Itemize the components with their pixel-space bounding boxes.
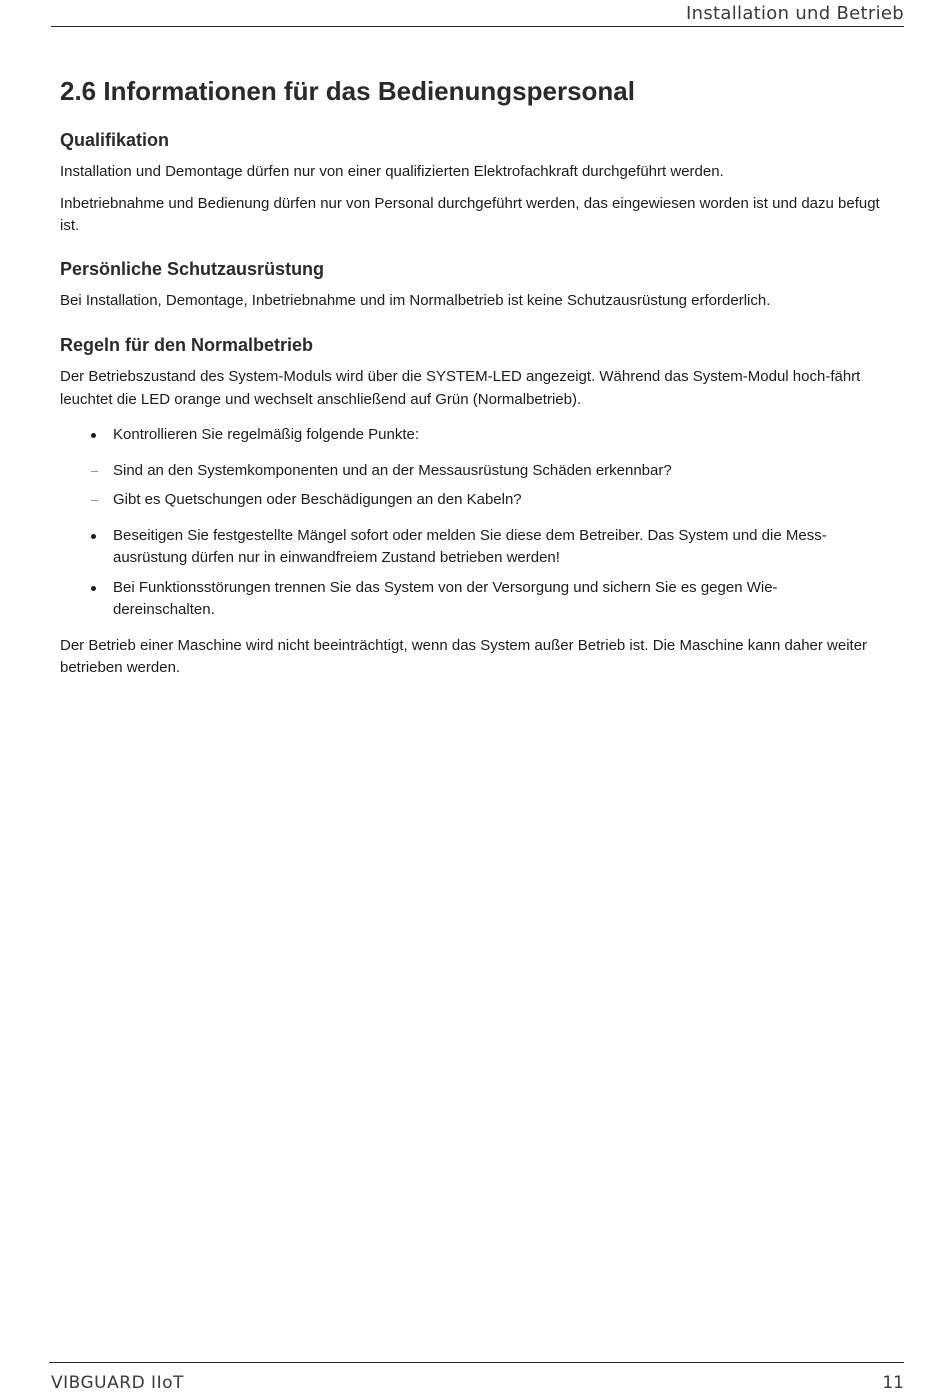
list-item <box>60 577 900 622</box>
list-item <box>60 489 900 512</box>
list-item-text: Sind an den Systemkomponenten und an der Messausrüstung Schäden erkennbar? <box>113 461 672 479</box>
bullet-icon <box>91 586 96 591</box>
bullet-icon <box>91 433 96 438</box>
list-item-text: Beseitigen Sie festgestellte Mängel sofort oder melden Sie diese dem Betreiber. Das System und die Mess-ausrüstung dürfen nur in einwandfreiem Zustand betrieben werden! <box>113 526 827 566</box>
section-title: 2.6 Informationen für das Bedienungspersonal <box>60 76 635 106</box>
list-item-text: Gibt es Quetschungen oder Beschädigungen an den Kabeln? <box>113 491 522 508</box>
page-content <box>60 72 900 680</box>
footer-divider <box>49 1362 904 1363</box>
paragraph-schutzausruestung: Bei Installation, Demontage, Inbetriebnahme und im Normalbetrieb ist keine Schutzausrüstung erforderlich. <box>60 291 771 309</box>
bullet-icon <box>91 534 96 539</box>
dash-icon: – <box>91 492 99 507</box>
list-item-text: Kontrollieren Sie regelmäßig folgende Punkte: <box>113 426 420 443</box>
paragraph-betrieb: Der Betrieb einer Maschine wird nicht beeinträchtigt, wenn das System außer Betrieb ist. Die Maschine kann daher weiter betrieben werden. <box>60 636 868 676</box>
heading-qualifikation: Qualifikation <box>60 130 170 150</box>
paragraph-qualifikation-1: Installation und Demontage dürfen nur von einer qualifizierten Elektrofachkraft durchgeführt werden. <box>60 163 724 180</box>
list-item-text: Bei Funktionsstörungen trennen Sie das System von der Versorgung und sichern Sie es gegen Wie-dereinschalten. <box>113 578 778 618</box>
footer-product-name: VIBGUARD IIoT <box>51 1373 184 1393</box>
heading-schutzausruestung: Persönliche Schutzausrüstung <box>60 258 325 279</box>
header-title: Installation und Betrieb <box>686 3 904 24</box>
dash-icon: – <box>91 462 99 478</box>
paragraph-normalbetrieb: Der Betriebszustand des System-Moduls wird über die SYSTEM-LED angezeigt. Während das System-Modul hoch-fährt leuchtet die LED orange und wechselt anschließend auf Grün (Normalbetrieb). <box>60 368 861 408</box>
heading-normalbetrieb: Regeln für den Normalbetrieb <box>60 335 314 355</box>
list-item <box>60 460 900 483</box>
page-number: 11 <box>882 1373 904 1393</box>
list-item <box>60 424 900 447</box>
header-divider <box>51 26 904 27</box>
list-item <box>60 525 900 570</box>
paragraph-qualifikation-2: Inbetriebnahme und Bedienung dürfen nur von Personal durchgeführt werden, das eingewiesen worden ist und dazu befugt ist. <box>60 194 880 234</box>
